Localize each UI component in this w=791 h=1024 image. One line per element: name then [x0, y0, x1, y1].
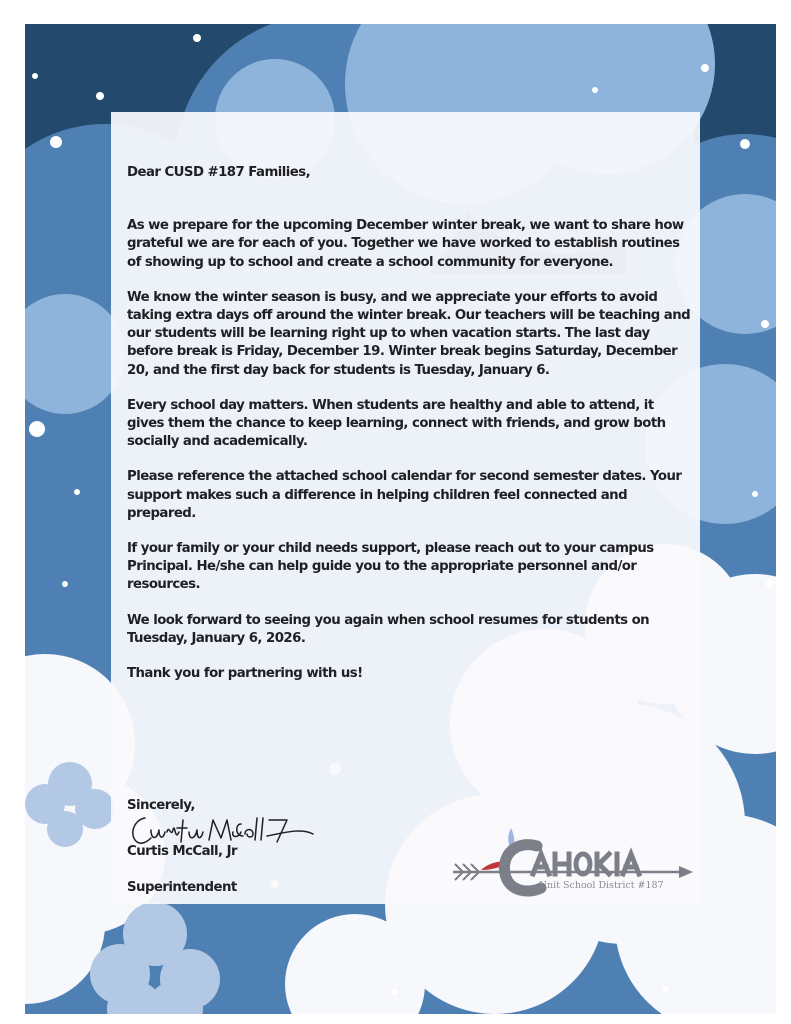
- letter-body: [127, 164, 692, 700]
- letter-paragraph: Please reference the attached school calendar for second semester dates. Your support makes such a difference in helping children feel connected and prepared.: [127, 469, 682, 521]
- letter-paragraph: Every school day matters. When students are healthy and able to attend, it gives them the chance to keep learning, connect with friends, and grow both socially and academically.: [127, 397, 666, 450]
- cahokia-logo: [449, 822, 697, 902]
- letter-paragraph: We look forward to seeing you again when school resumes for students on Tuesday, January 6, 2026.: [127, 612, 650, 646]
- signer-name: Curtis McCall, Jr: [127, 844, 238, 859]
- letter-closing: Sincerely,: [127, 798, 195, 813]
- letter-paragraph: We know the winter season is busy, and we appreciate your efforts to avoid taking extra days off around the winter break. Our teachers will be teaching and our students will be learning right up to when vacation starts. The last day before break is Friday, December 19. Winter break begins Saturday, December 20, and the first day back for students is Tuesday, January 6.: [127, 289, 691, 378]
- letter-sheet: [111, 112, 700, 904]
- letter-greeting: Dear CUSD #187 Families,: [127, 165, 311, 180]
- logo-subtitle: Unit School District #187: [539, 880, 664, 891]
- letter-paragraph: Thank you for partnering with us!: [127, 666, 363, 682]
- signer-title: Superintendent: [127, 880, 237, 895]
- letter-paragraph: If your family or your child needs support, please reach out to your campus Principal. He/she can help guide you to the appropriate personnel and/or resources.: [127, 541, 654, 593]
- letter-paragraph: As we prepare for the upcoming December winter break, we want to share how grateful we are for each of you. Together we have worked to establish routines of showing up to school and create a school community for everyone.: [127, 218, 684, 270]
- letter-background: [25, 24, 776, 1014]
